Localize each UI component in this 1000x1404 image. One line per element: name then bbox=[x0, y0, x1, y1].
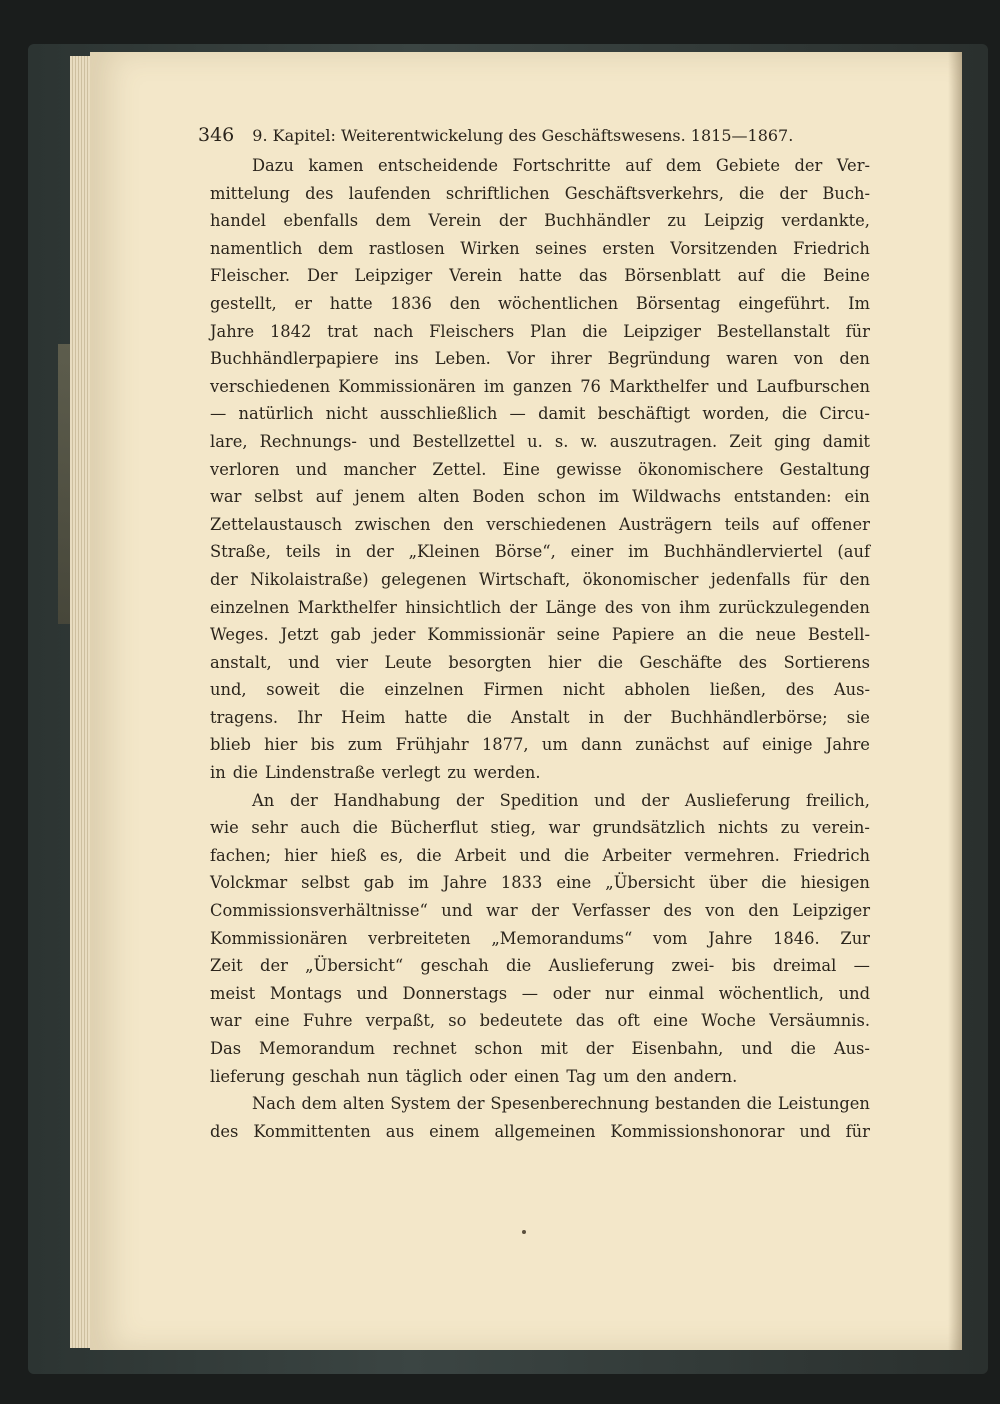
body-text bbox=[210, 152, 870, 1145]
text-line: blieb hier bis zum Frühjahr 1877, um dann zunächst auf einige Jahre bbox=[210, 735, 870, 755]
text-line: gestellt, er hatte 1836 den wöchentlichen Börsentag eingeführt. Im bbox=[210, 293, 870, 313]
text-line: An der Handhabung der Spedition und der Auslieferung freilich, bbox=[252, 790, 870, 810]
text-line: Volckmar selbst gab im Jahre 1833 eine „Übersicht über die hiesigen bbox=[210, 873, 870, 893]
page-edges bbox=[70, 56, 92, 1348]
page-number: 346 bbox=[198, 124, 235, 146]
text-line: anstalt, und vier Leute besorgten hier die Geschäfte des Sortierens bbox=[210, 652, 870, 672]
text-line: namentlich dem rastlosen Wirken seines ersten Vorsitzenden Friedrich bbox=[210, 238, 870, 258]
text-line: verloren und mancher Zettel. Eine gewisse ökonomischere Gestaltung bbox=[210, 459, 870, 479]
text-line: Zeit der „Übersicht“ geschah die Auslieferung zwei- bis dreimal — bbox=[210, 956, 870, 976]
text-line: einzelnen Markthelfer hinsichtlich der Länge des von ihm zurückzulegenden bbox=[210, 597, 870, 617]
text-line: Nach dem alten System der Spesenberechnung bestanden die Leistungen bbox=[252, 1094, 870, 1114]
text-line: Weges. Jetzt gab jeder Kommissionär seine Papiere an die neue Bestell- bbox=[210, 625, 870, 645]
text-line: — natürlich nicht ausschließlich — damit beschäftigt worden, die Circu- bbox=[210, 404, 870, 424]
text-line: war selbst auf jenem alten Boden schon im Wildwachs entstanden: ein bbox=[210, 487, 870, 507]
text-line: lare, Rechnungs- und Bestellzettel u. s. w. auszutragen. Zeit ging damit bbox=[210, 431, 870, 451]
text-line: der Nikolaistraße) gelegenen Wirtschaft, ökonomischer jedenfalls für den bbox=[210, 569, 870, 589]
text-line: war eine Fuhre verpaßt, so bedeutete das oft eine Woche Versäumnis. bbox=[210, 1011, 870, 1031]
paragraph bbox=[210, 787, 870, 1091]
paragraph bbox=[210, 1090, 870, 1145]
text-line: Straße, teils in der „Kleinen Börse“, einer im Buchhändlerviertel (auf bbox=[210, 542, 870, 562]
text-line: Fleischer. Der Leipziger Verein hatte das Börsenblatt auf die Beine bbox=[210, 266, 870, 286]
text-line: lieferung geschah nun täglich oder einen Tag um den andern. bbox=[210, 1066, 738, 1086]
text-line: meist Montags und Donnerstags — oder nur einmal wöchentlich, und bbox=[210, 983, 870, 1003]
text-line: und, soweit die einzelnen Firmen nicht abholen ließen, des Aus- bbox=[210, 680, 870, 700]
text-line: Zettelaustausch zwischen den verschiedenen Austrägern teils auf offener bbox=[210, 514, 870, 534]
text-line: Buchhändlerpapiere ins Leben. Vor ihrer Begründung waren von den bbox=[210, 349, 870, 369]
text-line: Kommissionären verbreiteten „Memorandums“ vom Jahre 1846. Zur bbox=[210, 928, 870, 948]
text-line: fachen; hier hieß es, die Arbeit und die Arbeiter vermehren. Friedrich bbox=[210, 845, 870, 865]
text-line: mittelung des laufenden schriftlichen Geschäftsverkehrs, die der Buch- bbox=[210, 183, 870, 203]
spine-shadow bbox=[948, 52, 962, 1350]
chapter-title: 9. Kapitel: Weiterentwickelung des Geschäftswesens. 1815—1867. bbox=[252, 126, 794, 145]
paragraph bbox=[210, 152, 870, 787]
text-line: verschiedenen Kommissionären im ganzen 76 Markthelfer und Laufburschen bbox=[210, 376, 870, 396]
text-line: tragens. Ihr Heim hatte die Anstalt in der Buchhändlerbörse; sie bbox=[210, 707, 870, 727]
text-line: Commissionsverhältnisse“ und war der Verfasser des von den Leipziger bbox=[210, 901, 870, 921]
running-head bbox=[198, 124, 858, 146]
print-mark bbox=[522, 1230, 526, 1234]
text-line: Dazu kamen entscheidende Fortschritte auf dem Gebiete der Ver- bbox=[252, 156, 870, 175]
text-line: wie sehr auch die Bücherflut stieg, war grundsätzlich nichts zu verein- bbox=[210, 818, 870, 838]
text-line: Jahre 1842 trat nach Fleischers Plan die Leipziger Bestellanstalt für bbox=[210, 321, 870, 341]
text-line: handel ebenfalls dem Verein der Buchhändler zu Leipzig verdankte, bbox=[210, 211, 870, 231]
text-line: des Kommittenten aus einem allgemeinen Kommissionshonorar und für bbox=[210, 1121, 870, 1141]
text-line: in die Lindenstraße verlegt zu werden. bbox=[210, 763, 541, 783]
text-line: Das Memorandum rechnet schon mit der Eisenbahn, und die Aus- bbox=[210, 1039, 870, 1058]
